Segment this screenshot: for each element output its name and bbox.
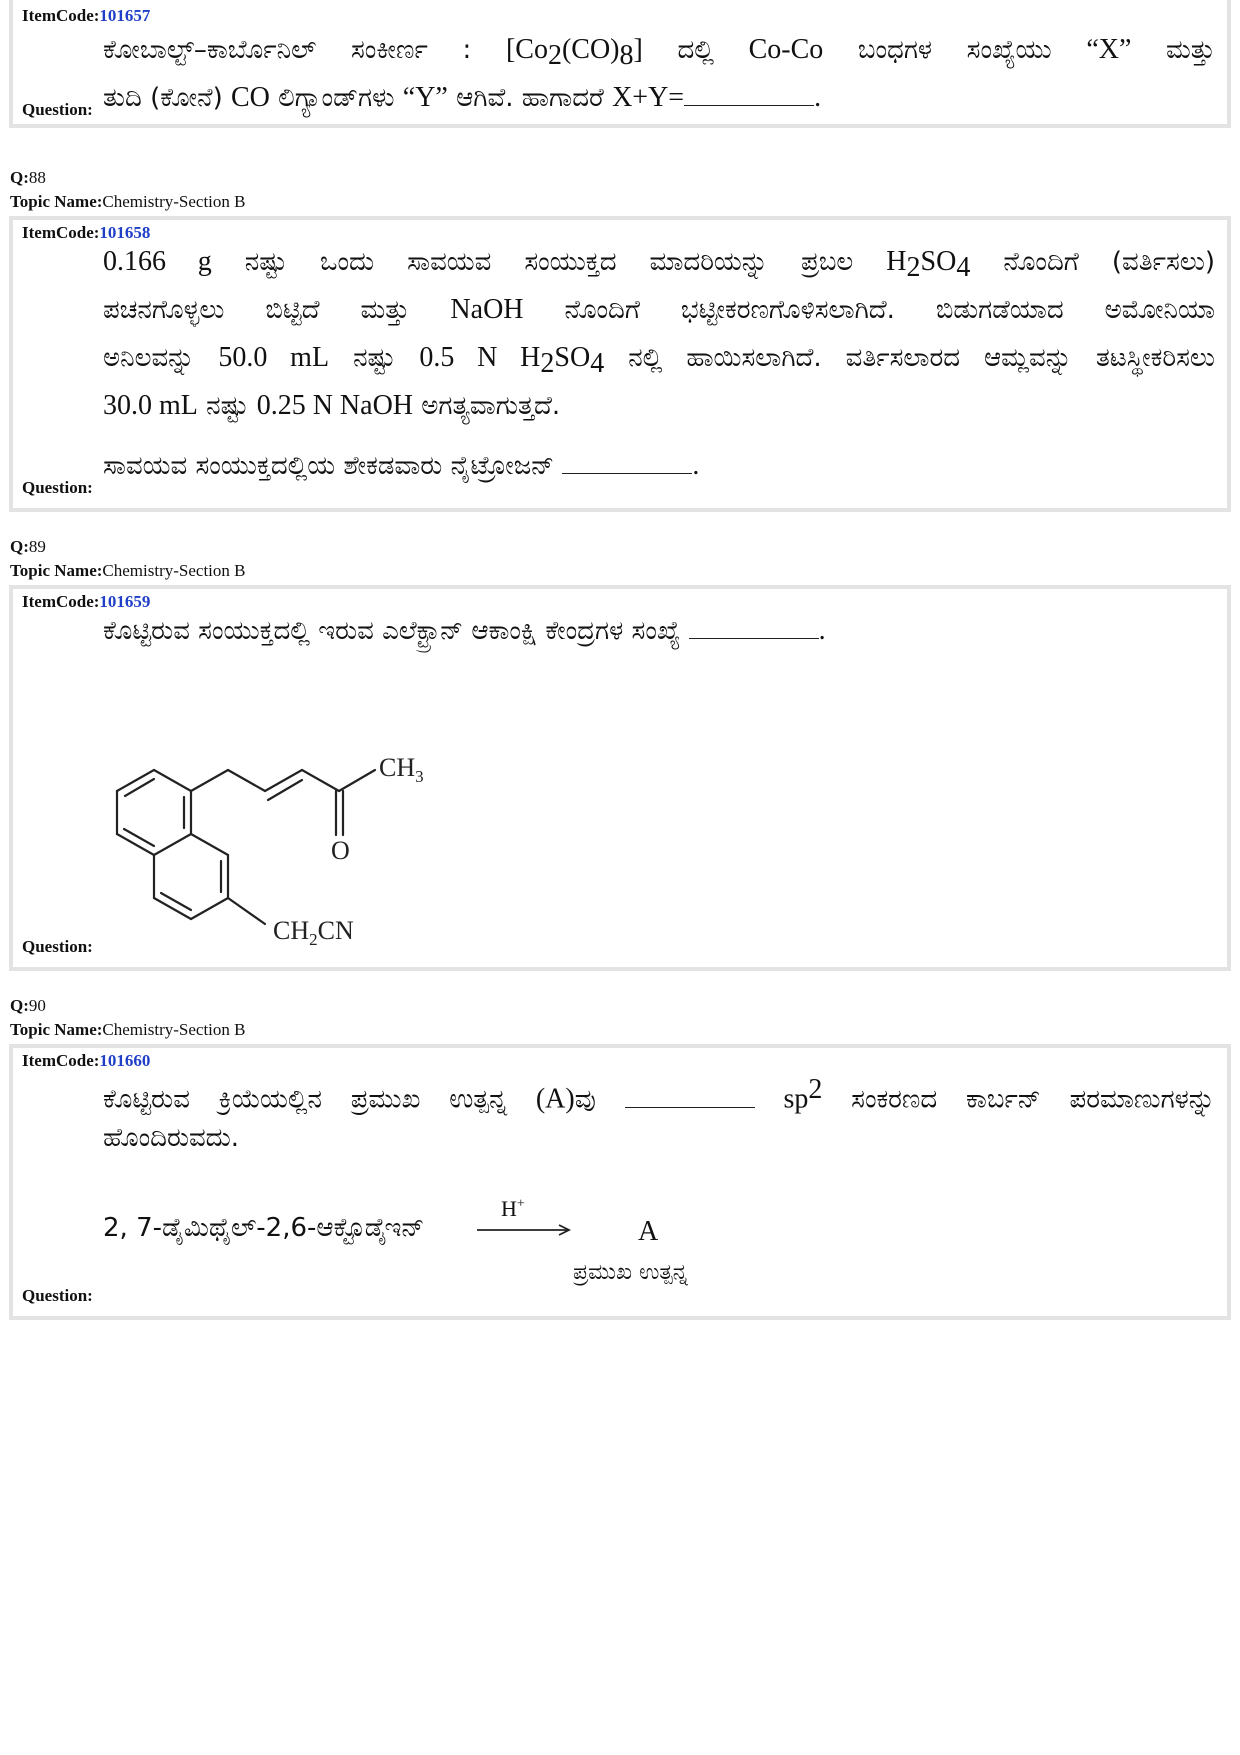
item-code-row — [22, 6, 150, 26]
item-code-value: 101658 — [99, 223, 151, 242]
bond — [191, 770, 228, 791]
bond — [154, 770, 191, 791]
oxygen-label: O — [331, 836, 350, 865]
question-label: Question: — [22, 937, 93, 956]
item-code-label: ItemCode: — [22, 592, 100, 611]
item-code-label: ItemCode: — [22, 6, 100, 25]
double-bond — [124, 829, 154, 846]
reaction-reactant: 2, 7-ಡೈಮಿಥೈಲ್-2,6-ಆಕ್ಟೊಡೈಇನ್ — [103, 1213, 425, 1243]
question-card-90 — [9, 1044, 1231, 1320]
double-bond — [125, 779, 154, 796]
ch3-label: $CH_3$ — [379, 753, 424, 786]
question-88-line-3: ಅನಿಲವನ್ನು 50.0 mL ನಷ್ಟು 0.5 N $H_2SO_4$ ನಲ್ಲಿ ಹಾಯಿಸಲಾಗಿದೆ. ವರ್ತಿಸಲಾರದ ಆಮ್ಲವನ್ನು ತಟಸ್ಥೀಕರಿಸಲು — [103, 342, 1215, 380]
bond — [302, 770, 339, 791]
question-number-90: Q:90 — [10, 996, 46, 1015]
item-code-value: 101659 — [99, 592, 151, 611]
question-88-line-4: 30.0 mL ನಷ್ಟು 0.25 N NaOH ಅಗತ್ಯವಾಗುತ್ತದೆ. — [103, 390, 561, 421]
question-card-87 — [9, 0, 1231, 128]
question-number-88: Q:88 — [10, 168, 46, 187]
chemical-structure — [103, 699, 523, 959]
answer-blank — [689, 638, 819, 639]
question-87-line-2: ತುದಿ (ಕೋನೆ) CO ಲಿಗ್ಯಾಂಡ್‌ಗಳು “Y” ಆಗಿವೆ. ಹಾಗಾದರೆ X+Y= . — [103, 82, 822, 113]
ch2cn-label: $CH_2CN$ — [273, 916, 354, 949]
answer-blank — [562, 473, 692, 474]
question-89-line-1: ಕೊಟ್ಟಿರುವ ಸಂಯುಕ್ತದಲ್ಲಿ ಇರುವ ಎಲೆಕ್ಟ್ರಾನ್ ಆಕಾಂಕ್ಷಿ ಕೇಂದ್ರಗಳ ಸಂಖ್ಯೆ . — [103, 615, 826, 646]
question-label: Question: — [22, 478, 93, 497]
question-card-88 — [9, 216, 1231, 512]
bond — [191, 834, 228, 855]
item-code-value: 101660 — [99, 1051, 151, 1070]
bond — [339, 770, 375, 791]
item-code-label: ItemCode: — [22, 1051, 100, 1070]
product-caption: ಪ್ರಮುಖ ಉತ್ಪನ್ನ — [573, 1260, 688, 1285]
question-87-line-1: ಕೋಬಾಲ್ಟ್–ಕಾರ್ಬೊನಿಲ್ ಸಂಕೀರ್ಣ : $[Co_2(CO)_8]$ ದಲ್ಲಿ Co-Co ಬಂಧಗಳ ಸಂಖ್ಯೆಯು “X” ಮತ್ತು — [103, 34, 1216, 72]
bond — [191, 898, 228, 919]
reaction-reagent: H+ — [501, 1196, 525, 1221]
reaction-product: A — [638, 1216, 659, 1247]
bond — [228, 898, 265, 924]
question-label: Question: — [22, 100, 93, 119]
reaction-arrow — [471, 1200, 581, 1240]
bond — [265, 770, 302, 791]
question-label: Question: — [22, 1286, 93, 1305]
answer-blank — [684, 105, 814, 106]
bond — [117, 834, 154, 855]
question-88-line-5: ಸಾವಯವ ಸಂಯುಕ್ತದಲ್ಲಿಯ ಶೇಕಡವಾರು ನೈಟ್ರೋಜನ್ . — [103, 450, 700, 481]
item-code-label: ItemCode: — [22, 223, 100, 242]
bond — [228, 770, 265, 791]
topic-name-90: Topic Name:Chemistry-Section B — [10, 1020, 246, 1039]
bond — [117, 770, 154, 791]
topic-name-88: Topic Name:Chemistry-Section B — [10, 192, 246, 211]
bond — [154, 834, 191, 855]
question-90-line-1: ಕೊಟ್ಟಿರುವ ಕ್ರಿಯೆಯಲ್ಲಿನ ಪ್ರಮುಖ ಉತ್ಪನ್ನ (A)ವು $sp^2$ ಸಂಕರಣದ ಕಾರ್ಬನ್ ಪರಮಾಣುಗಳನ್ನು — [103, 1074, 1215, 1115]
question-90-line-2: ಹೊಂದಿರುವದು. — [103, 1123, 240, 1153]
double-bond — [161, 893, 191, 910]
question-88-line-2: ಪಚನಗೊಳ್ಳಲು ಬಿಟ್ಟಿದೆ ಮತ್ತು NaOH ನೊಂದಿಗೆ ಭಟ್ಟೀಕರಣಗೊಳಿಸಲಾಗಿದೆ. ಬಿಡುಗಡೆಯಾದ ಅಮೋನಿಯಾ — [103, 294, 1215, 325]
question-card-89 — [9, 585, 1231, 971]
item-code-value: 101657 — [99, 6, 151, 25]
topic-name-89: Topic Name:Chemistry-Section B — [10, 561, 246, 580]
bond — [154, 898, 191, 919]
double-bond — [268, 780, 302, 800]
question-88-line-1: 0.166 g ನಷ್ಟು ಒಂದು ಸಾವಯವ ಸಂಯುಕ್ತದ ಮಾದರಿಯನ್ನು ಪ್ರಬಲ $H_2SO_4$ ನೊಂದಿಗೆ (ವರ್ತಿಸಲು) — [103, 246, 1216, 284]
question-number-89: Q:89 — [10, 537, 46, 556]
answer-blank — [625, 1107, 755, 1108]
